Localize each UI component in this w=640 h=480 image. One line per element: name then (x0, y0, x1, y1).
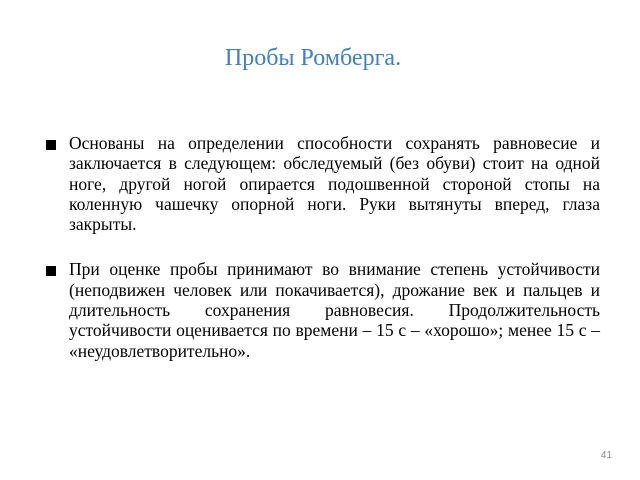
slide-title: Пробы Ромберга. (224, 45, 402, 71)
page-number: 41 (600, 450, 612, 461)
square-bullet-icon (46, 266, 56, 276)
bullet-item (44, 259, 600, 360)
bullet-text: При оценке пробы принимают во внимание степень устойчивости (неподвижен человек или покачивается), дрожание век и пальцев и длительность сохранения равновесия. Продолжительность устойчивости оценивается по времени – 15 с – «хорошо»; менее 15 с – «неудовлетворительно». (69, 259, 600, 361)
bullet-list (44, 133, 600, 386)
bullet-item (44, 133, 600, 234)
bullet-text: Основаны на определении способности сохранять равновесие и заключается в следующем: обследуемый (без обуви) стоит на одной ноге, другой ногой опирается подошвенной стороной стопы на коленную чашечку опорной ноги. Руки вытянуты вперед, глаза закрыты. (69, 133, 600, 235)
square-bullet-icon (46, 140, 56, 150)
